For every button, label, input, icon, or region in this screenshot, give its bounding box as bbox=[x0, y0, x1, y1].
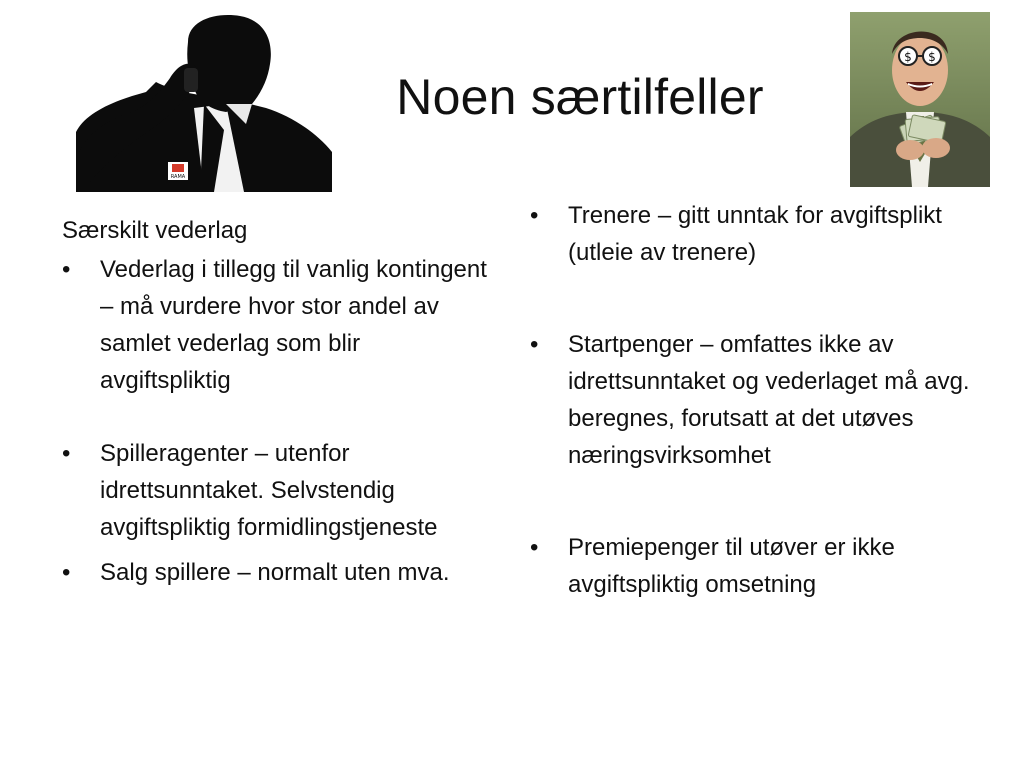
list-item bbox=[530, 326, 985, 474]
list-item bbox=[62, 554, 492, 591]
right-content bbox=[530, 197, 985, 603]
bullet-icon: • bbox=[530, 202, 539, 229]
list-item bbox=[62, 251, 492, 399]
left-bullet-list bbox=[62, 251, 492, 591]
spacer bbox=[62, 399, 492, 435]
list-item bbox=[530, 197, 985, 271]
badge-text: RAMA bbox=[170, 174, 186, 180]
list-item-text: Salg spillere – normalt uten mva. bbox=[100, 559, 450, 586]
bullet-icon: • bbox=[62, 559, 71, 586]
bullet-icon: • bbox=[530, 534, 539, 561]
svg-text:$: $ bbox=[904, 50, 912, 64]
list-item bbox=[530, 529, 985, 603]
bullet-icon: • bbox=[530, 331, 539, 358]
spacer bbox=[530, 271, 985, 326]
right-bullet-list bbox=[530, 197, 985, 603]
left-content bbox=[62, 212, 492, 591]
list-item-text: Premiepenger til utøver er ikke avgiftspliktig omsetning bbox=[568, 534, 895, 598]
list-item bbox=[62, 435, 492, 546]
list-item-text: Vederlag i tillegg til vanlig kontingent – må vurdere hvor stor andel av samlet vederlag som blir avgiftspliktig bbox=[100, 256, 487, 394]
spacer bbox=[530, 474, 985, 529]
bullet-icon: • bbox=[62, 256, 71, 283]
list-item-text: Trenere – gitt unntak for avgiftsplikt (utleie av trenere) bbox=[568, 202, 942, 266]
money-man-icon bbox=[850, 12, 990, 187]
slide-title: Noen særtilfeller bbox=[396, 69, 764, 125]
silhouette-phone-icon bbox=[76, 12, 332, 192]
svg-text:$: $ bbox=[928, 50, 936, 64]
bullet-icon: • bbox=[62, 440, 71, 467]
list-item-text: Spilleragenter – utenfor idrettsunntaket. Selvstendig avgiftspliktig formidlingstjeneste bbox=[100, 440, 438, 541]
section-heading: Særskilt vederlag bbox=[62, 217, 248, 244]
list-item-text: Startpenger – omfattes ikke av idrettsunntaket og vederlaget må avg. beregnes, forutsatt at det utøves næringsvirksomhet bbox=[568, 331, 970, 469]
